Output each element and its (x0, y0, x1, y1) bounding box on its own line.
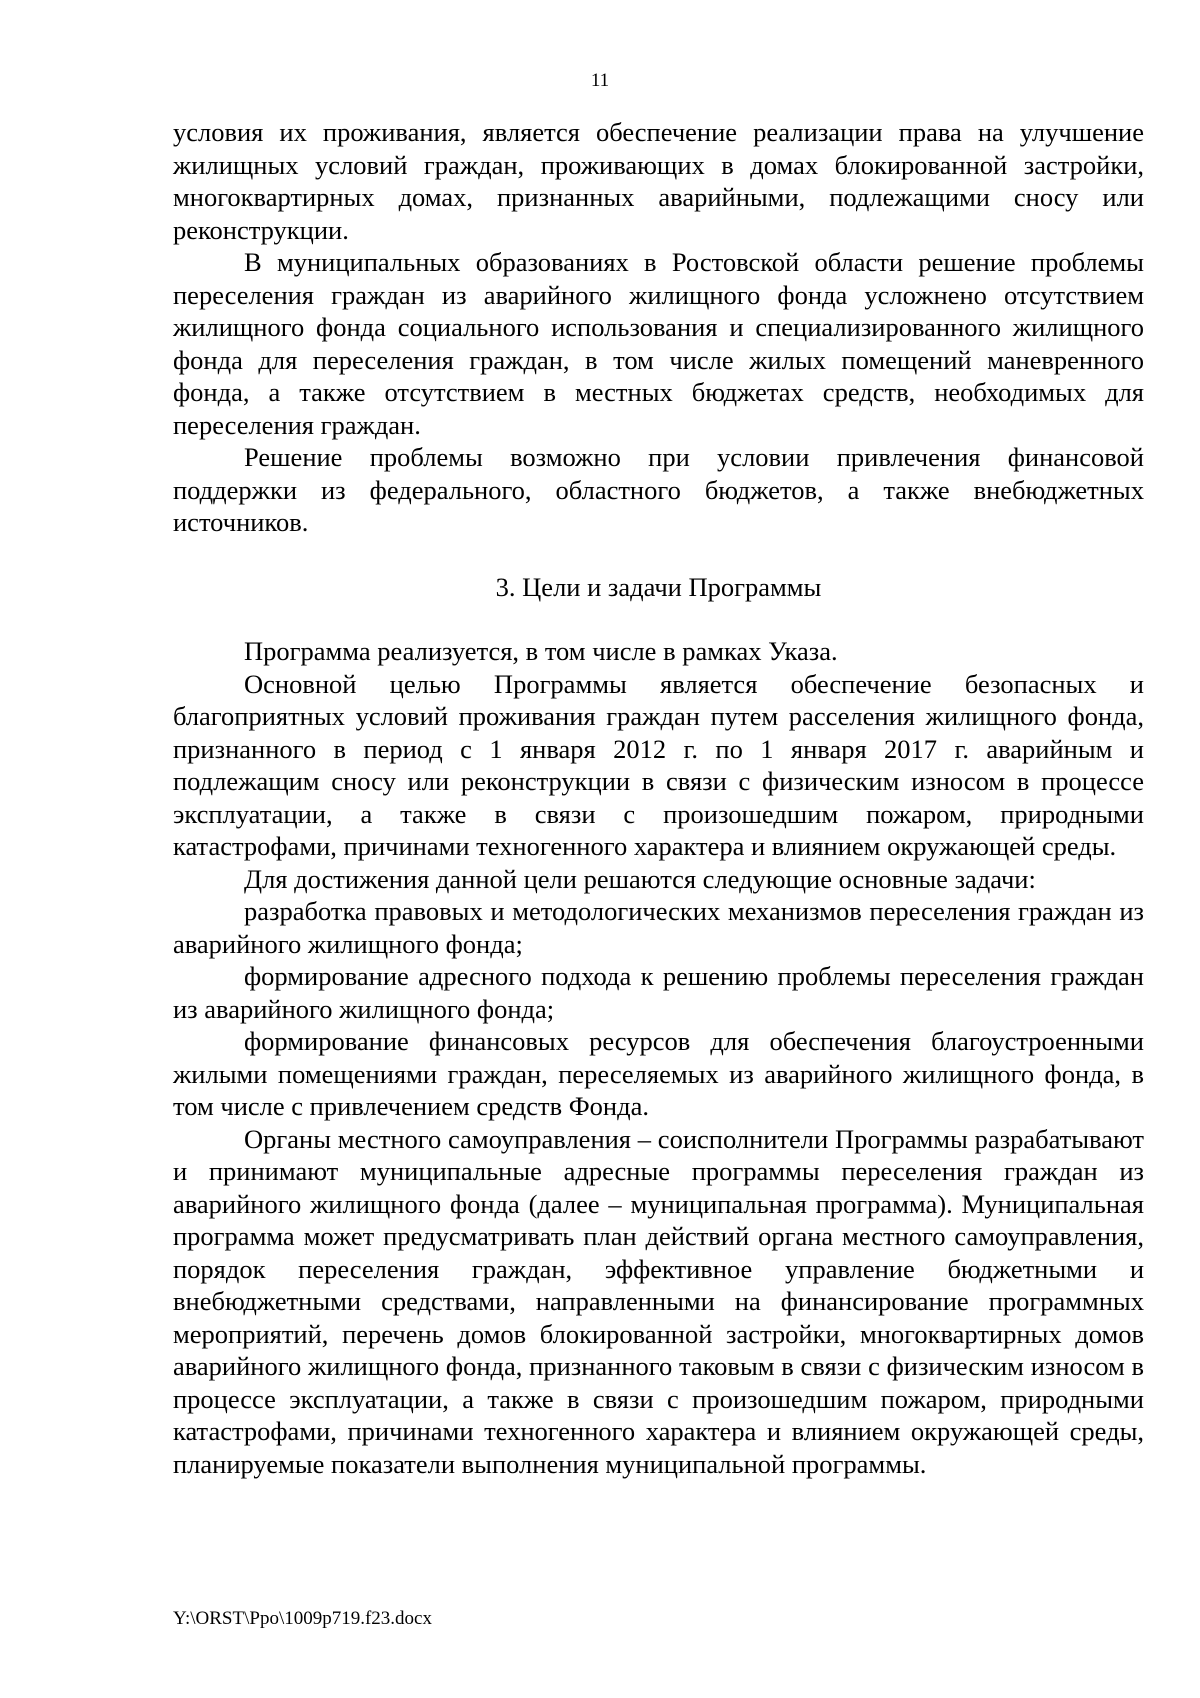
paragraph-program-decree: Программа реализуется, в том числе в рамках Указа. (244, 636, 838, 666)
paragraph-task-financial-resources: формирование финансовых ресурсов для обеспечения благоустроенными жилыми помещениями граждан, переселяемых из аварийного жилищного фонда, в том числе с привлечением средств Фонда. (173, 1026, 1144, 1121)
paragraph-task-targeted-approach: формирование адресного подхода к решению проблемы переселения граждан из аварийного жилищного фонда; (173, 961, 1144, 1024)
paragraph-municipal-problem: В муниципальных образованиях в Ростовской области решение проблемы переселения граждан из аварийного жилищного фонда усложнено отсутствием жилищного фонда социального использования и специализированного жилищного фонда для переселения граждан, в том числе жилых помещений маневренного фонда, а также отсутствием в местных бюджетах средств, необходимых для переселения граждан. (173, 247, 1144, 440)
paragraph-continuation: условия их проживания, является обеспечение реализации права на улучшение жилищных условий граждан, проживающих в домах блокированной застройки, многоквартирных домах, признанных аварийными, подлежащими сносу или реконструкции. (173, 117, 1144, 245)
paragraph-tasks-intro: Для достижения данной цели решаются следующие основные задачи: (244, 863, 1036, 894)
paragraph-local-authorities: Органы местного самоуправления – соисполнители Программы разрабатывают и принимают муниципальные адресные программы переселения граждан из аварийного жилищного фонда (далее – муниципальная программа). Муниципальная программа может предусматривать план действий органа местного самоуправления, порядок переселения граждан, эффективное управление бюджетными и внебюджетными средствами, направленными на финансирование программных мероприятий, перечень домов блокированной застройки, многоквартирных домов аварийного жилищного фонда, признанного таковым в связи с физическим износом в процессе эксплуатации, а также в связи с произошедшим пожаром, природными катастрофами, причинами техногенного характера и влиянием окружающей среды, планируемые показатели выполнения муниципальной программы. (173, 1123, 1144, 1479)
paragraph-financial-support: Решение проблемы возможно при условии привлечения финансовой поддержки из федерального, областного бюджетов, а также внебюджетных источников. (173, 442, 1144, 537)
section-heading: 3. Цели и задачи Программы (495, 571, 822, 602)
document-body (173, 116, 1144, 1480)
page-number: 11 (590, 70, 610, 91)
paragraph-task-legal-mechanisms: разработка правовых и методологических механизмов переселения граждан из аварийного жилищного фонда; (173, 896, 1144, 959)
paragraph-main-goal: Основной целью Программы является обеспечение безопасных и благоприятных условий проживания граждан путем расселения жилищного фонда, признанного в период с 1 января 2012 г. по 1 января 2017 г. аварийным и подлежащим сносу или реконструкции в связи с физическим износом в процессе эксплуатации, а также в связи с произошедшим пожаром, природными катастрофами, причинами техногенного характера и влиянием окружающей среды. (173, 668, 1144, 861)
footer-file-path: Y:\ORST\Ppo\1009p719.f23.docx (173, 1608, 432, 1629)
